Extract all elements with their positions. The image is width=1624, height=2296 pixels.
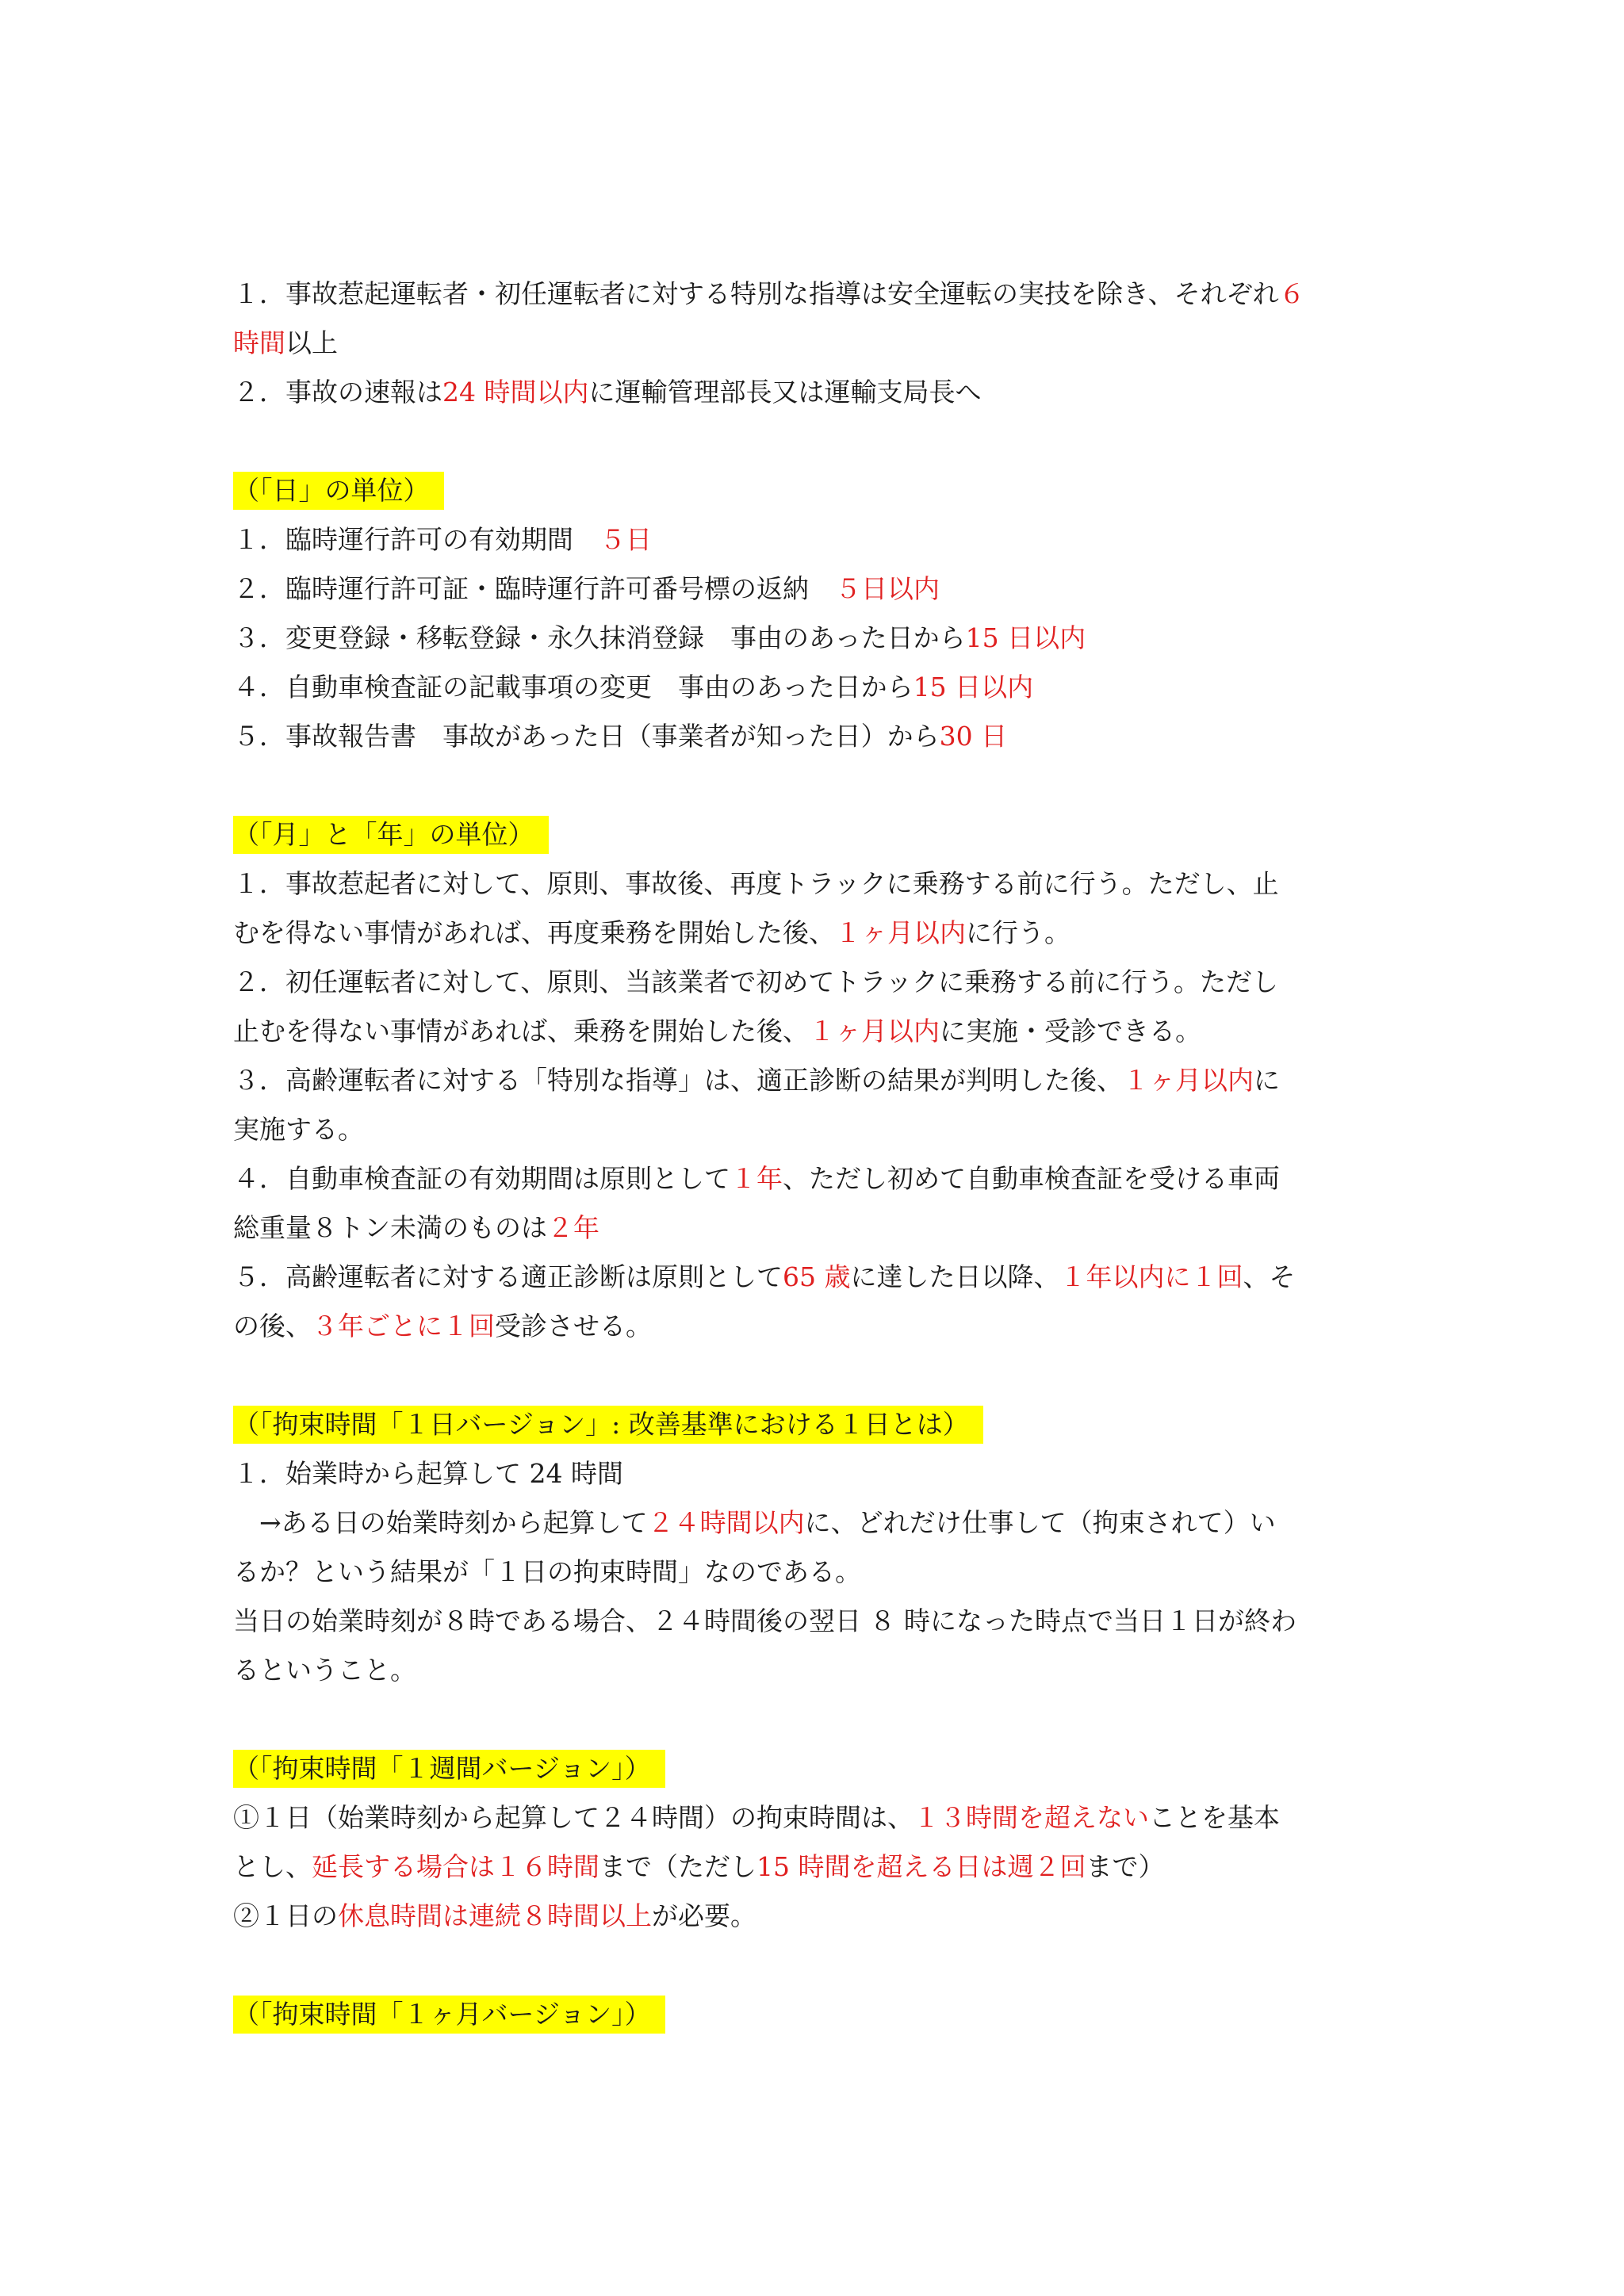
highlighted-value: １ヶ月以内 bbox=[809, 1016, 940, 1047]
text-segment: が必要。 bbox=[652, 1900, 756, 1931]
text-line bbox=[233, 1154, 1394, 1203]
highlighted-value: 30 日 bbox=[939, 721, 1008, 752]
text-segment: に行う。 bbox=[966, 917, 1071, 948]
section-heading: （「拘束時間「１ヶ月バージョン」） bbox=[233, 1996, 665, 2034]
text-line bbox=[233, 1843, 1394, 1892]
text-segment: 総重量８トン未満のものは bbox=[233, 1212, 547, 1243]
text-segment: 受診させる。 bbox=[495, 1311, 652, 1341]
text-segment: ①１日（始業時刻から起算して２４時間）の拘束時間は、 bbox=[233, 1802, 914, 1833]
text-segment: に実施・受診できる。 bbox=[940, 1016, 1201, 1047]
text-segment: →ある日の始業時刻から起算して bbox=[233, 1507, 648, 1538]
highlighted-value: ５日 bbox=[599, 524, 652, 555]
section-heading-row bbox=[233, 1990, 1394, 2039]
highlighted-value: ６ bbox=[1278, 278, 1305, 309]
text-segment: 、ただし初めて自動車検査証を受ける車両 bbox=[783, 1163, 1280, 1194]
text-segment: １．事故惹起運転者・初任運転者に対する特別な指導は安全運転の実技を除き、それぞれ bbox=[233, 278, 1279, 309]
highlighted-value: １ヶ月以内 bbox=[1123, 1065, 1254, 1096]
text-segment: るか？という結果が「１日の拘束時間」なのである。 bbox=[233, 1556, 861, 1587]
text-segment: に達した日以降、 bbox=[850, 1261, 1060, 1292]
text-line bbox=[233, 1498, 1394, 1548]
section-heading: （「拘束時間「１週間バージョン」） bbox=[233, 1750, 665, 1788]
text-line bbox=[233, 958, 1394, 1007]
text-segment: とし、 bbox=[233, 1851, 312, 1882]
section-heading-row bbox=[233, 466, 1394, 515]
section-heading: （「月」と「年」の単位） bbox=[233, 816, 549, 854]
text-line bbox=[233, 515, 1394, 564]
text-segment: ５．事故報告書 事故があった日（事業者が知った日）から bbox=[233, 721, 940, 752]
highlighted-value: １３時間を超えない bbox=[914, 1802, 1149, 1833]
section-spacer bbox=[233, 417, 1394, 466]
text-segment: に運輸管理部長又は運輸支局長へ bbox=[588, 377, 982, 408]
text-line bbox=[233, 1056, 1394, 1105]
text-segment: １．臨時運行許可の有効期間 bbox=[233, 524, 599, 555]
section-spacer bbox=[233, 1695, 1394, 1744]
text-segment: ことを基本 bbox=[1149, 1802, 1280, 1833]
section-heading-row bbox=[233, 1400, 1394, 1449]
text-segment: ②１日の bbox=[233, 1900, 338, 1931]
text-line bbox=[233, 1646, 1394, 1695]
section-spacer bbox=[233, 1941, 1394, 1990]
highlighted-value: 時間 bbox=[233, 327, 285, 358]
highlighted-value: １ヶ月以内 bbox=[835, 917, 966, 948]
section bbox=[233, 1990, 1394, 2039]
text-segment: ５．高齢運転者に対する適正診断は原則として bbox=[233, 1261, 783, 1292]
text-segment: ２．初任運転者に対して、原則、当該業者で初めてトラックに乗務する前に行う。ただし bbox=[233, 966, 1279, 997]
highlighted-value: 24 時間以内 bbox=[442, 377, 589, 408]
intro-block bbox=[233, 270, 1394, 417]
text-segment: 当日の始業時刻が８時である場合、２４時間後の翌日 ８ 時になった時点で当日１日が終わ bbox=[233, 1605, 1297, 1636]
text-segment: １．始業時から起算して 24 時間 bbox=[233, 1458, 623, 1489]
text-line bbox=[233, 1007, 1394, 1056]
section-heading: （「拘束時間「１日バージョン」: 改善基準における１日とは） bbox=[233, 1406, 983, 1444]
text-segment: 、そ bbox=[1243, 1261, 1296, 1292]
text-segment: ３．変更登録・移転登録・永久抹消登録 事由のあった日から bbox=[233, 622, 966, 653]
highlighted-value: ５日以内 bbox=[835, 573, 940, 604]
section-spacer bbox=[233, 761, 1394, 810]
text-line bbox=[233, 564, 1394, 614]
highlighted-value: 15 時間を超える日は週２回 bbox=[756, 1851, 1086, 1882]
text-segment: ３．高齢運転者に対する「特別な指導」は、適正診断の結果が判明した後、 bbox=[233, 1065, 1123, 1096]
section-spacer bbox=[233, 1351, 1394, 1400]
highlighted-value: 15 日以内 bbox=[965, 622, 1086, 653]
text-segment: の後、 bbox=[233, 1311, 312, 1341]
text-segment: ４．自動車検査証の有効期間は原則として bbox=[233, 1163, 730, 1194]
text-line bbox=[233, 1449, 1394, 1498]
text-line bbox=[233, 1302, 1394, 1351]
text-segment: に bbox=[1254, 1065, 1280, 1096]
highlighted-value: １年 bbox=[730, 1163, 783, 1194]
text-segment: まで（ただし bbox=[599, 1851, 756, 1882]
section-heading: （「日」の単位） bbox=[233, 472, 444, 510]
text-line bbox=[233, 1793, 1394, 1843]
section bbox=[233, 1744, 1394, 1941]
text-segment: むを得ない事情があれば、再度乗務を開始した後、 bbox=[233, 917, 835, 948]
highlighted-value: 65 歳 bbox=[783, 1261, 851, 1292]
text-segment: まで） bbox=[1086, 1851, 1165, 1882]
text-segment: ４．自動車検査証の記載事項の変更 事由のあった日から bbox=[233, 672, 914, 702]
section-heading-row bbox=[233, 810, 1394, 859]
text-line bbox=[233, 1597, 1394, 1646]
section bbox=[233, 1400, 1394, 1695]
text-segment: １．事故惹起者に対して、原則、事故後、再度トラックに乗務する前に行う。ただし、止 bbox=[233, 868, 1279, 899]
section-heading-row bbox=[233, 1744, 1394, 1793]
text-segment: 実施する。 bbox=[233, 1114, 364, 1145]
text-segment: に、どれだけ仕事して（拘束されて）い bbox=[804, 1507, 1276, 1538]
highlighted-value: 延長する場合は１６時間 bbox=[312, 1851, 599, 1882]
text-line bbox=[233, 270, 1394, 319]
text-line bbox=[233, 319, 1394, 368]
text-line bbox=[233, 614, 1394, 663]
text-segment: るということ。 bbox=[233, 1655, 416, 1686]
text-line bbox=[233, 1892, 1394, 1941]
highlighted-value: ３年ごとに１回 bbox=[312, 1311, 495, 1341]
text-segment: ２．臨時運行許可証・臨時運行許可番号標の返納 bbox=[233, 573, 835, 604]
sections-container bbox=[233, 417, 1394, 2039]
text-line bbox=[233, 1105, 1394, 1154]
highlighted-value: ２年 bbox=[547, 1212, 599, 1243]
section bbox=[233, 466, 1394, 761]
section bbox=[233, 810, 1394, 1351]
text-segment: ２．事故の速報は bbox=[233, 377, 442, 408]
highlighted-value: 15 日以内 bbox=[913, 672, 1034, 702]
text-line bbox=[233, 1253, 1394, 1302]
text-line bbox=[233, 368, 1394, 417]
highlighted-value: １年以内に１回 bbox=[1059, 1261, 1243, 1292]
text-segment: 止むを得ない事情があれば、乗務を開始した後、 bbox=[233, 1016, 809, 1047]
text-line bbox=[233, 712, 1394, 761]
text-segment: 以上 bbox=[285, 327, 338, 358]
text-line bbox=[233, 859, 1394, 909]
text-line bbox=[233, 909, 1394, 958]
text-line bbox=[233, 663, 1394, 712]
text-line bbox=[233, 1548, 1394, 1597]
highlighted-value: ２４時間以内 bbox=[647, 1507, 805, 1538]
text-line bbox=[233, 1203, 1394, 1253]
highlighted-value: 休息時間は連続８時間以上 bbox=[338, 1900, 652, 1931]
